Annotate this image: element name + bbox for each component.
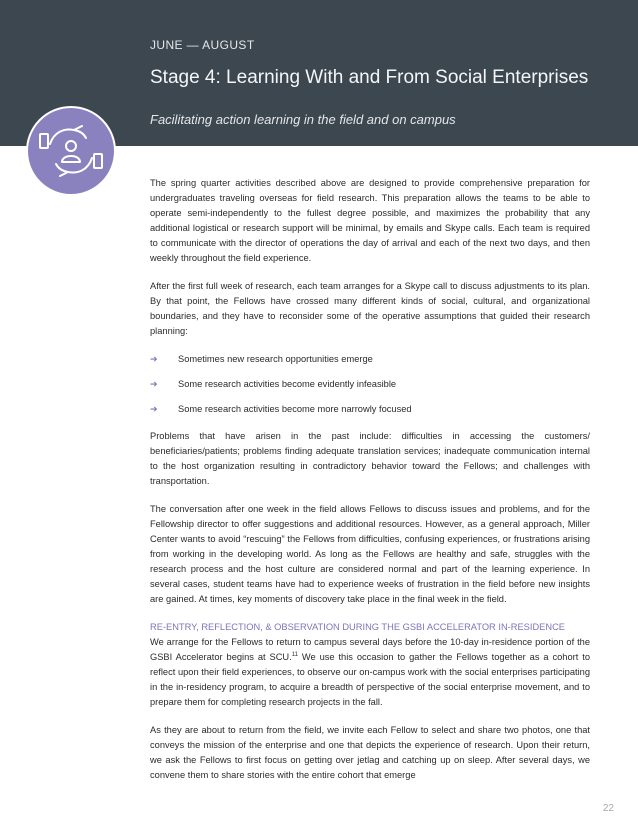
arrow-right-icon: ➔ xyxy=(150,404,158,414)
list-item xyxy=(150,377,590,392)
header-date-range: JUNE — AUGUST xyxy=(150,38,255,52)
paragraph: The conversation after one week in the field allows Fellows to discuss issues and problems, and for the Fellowship director to offer suggestions and additional resources. However, as a general approach, Miller Center wants to avoid “rescuing” the Fellows from difficulties, confusing experiences, or frustrations arising from working in the developing world. As long as the Fellows are healthy and safe, struggles with the research process and the host culture are considered normal and part of the learning experience. In several cases, student teams have had to experience weeks of frustration in the field before new insights are gained. At times, key moments of discovery take place in the final week in the field. xyxy=(150,504,590,604)
page-title: Stage 4: Learning With and From Social Enterprises xyxy=(150,67,589,88)
bullet-list xyxy=(150,352,590,417)
list-item xyxy=(150,352,590,367)
paragraph: The spring quarter activities described above are designed to provide comprehensive preparation for undergraduates traveling overseas for field research. This preparation allows the teams to be able to operate semi-independently to the fullest degree possible, and maximizes the probability that any additional logistical or research support will be minimal, by emails and Skype calls. Each team is required to communicate with the director of operations the day of arrival and each of the next two days, and then weekly throughout the field experience. xyxy=(150,178,590,263)
arrow-right-icon: ➔ xyxy=(150,354,158,364)
page-number: 22 xyxy=(602,803,614,814)
paragraph: As they are about to return from the field, we invite each Fellow to select and share two photos, one that conveys the mission of the enterprise and one that depicts the experience of research. Upon their return, we ask the Fellows to first focus on getting over jetlag and catching up on sleep. After several days, we convene them to share stories with the entire cohort that emerge xyxy=(150,725,590,780)
list-item-text: Sometimes new research opportunities emerge xyxy=(178,354,373,364)
arrow-right-icon: ➔ xyxy=(150,379,158,389)
footnote-ref: 11 xyxy=(291,651,298,658)
list-item-text: Some research activities become more narrowly focused xyxy=(178,404,412,414)
paragraph: After the first full week of research, each team arranges for a Skype call to discuss adjustments to its plan. By that point, the Fellows have crossed many different kinds of social, cultural, and organizational boundaries, and they have to reconsider some of the operative assumptions that guided their research planning: xyxy=(150,281,590,336)
stage-badge xyxy=(26,106,116,196)
main-content xyxy=(150,176,590,796)
paragraph-text: We use this occasion to gather the Fellows together as a cohort to reflect upon their field experiences, to observe our on-campus work with the social enterprises participating in the in-residency program, to acquire a breadth of perspective of the social enterprise movement, and to prepare them for completing research projects in the fall. xyxy=(150,652,590,707)
list-item xyxy=(150,402,590,417)
paragraph: Problems that have arisen in the past include: difficulties in accessing the customers/ beneficiaries/patients; problems finding adequate translation services; inadequate communication internal to the host organization resulting in contradictory behavior toward the Fellows; and challenges with transportation. xyxy=(150,431,590,486)
list-item-text: Some research activities become evidently infeasible xyxy=(178,379,397,389)
paragraph xyxy=(150,635,590,710)
paragraph-text: We arrange for the Fellows to return to campus several days before the 10-day in-residence portion of the GSBI Accelerator begins at SCU. xyxy=(150,637,590,662)
hands-around-person-icon xyxy=(28,108,114,194)
section-heading: RE-ENTRY, REFLECTION, & OBSERVATION DURING THE GSBI ACCELERATOR IN-RESIDENCE xyxy=(150,622,565,632)
page-subtitle: Facilitating action learning in the field and on campus xyxy=(150,112,456,127)
